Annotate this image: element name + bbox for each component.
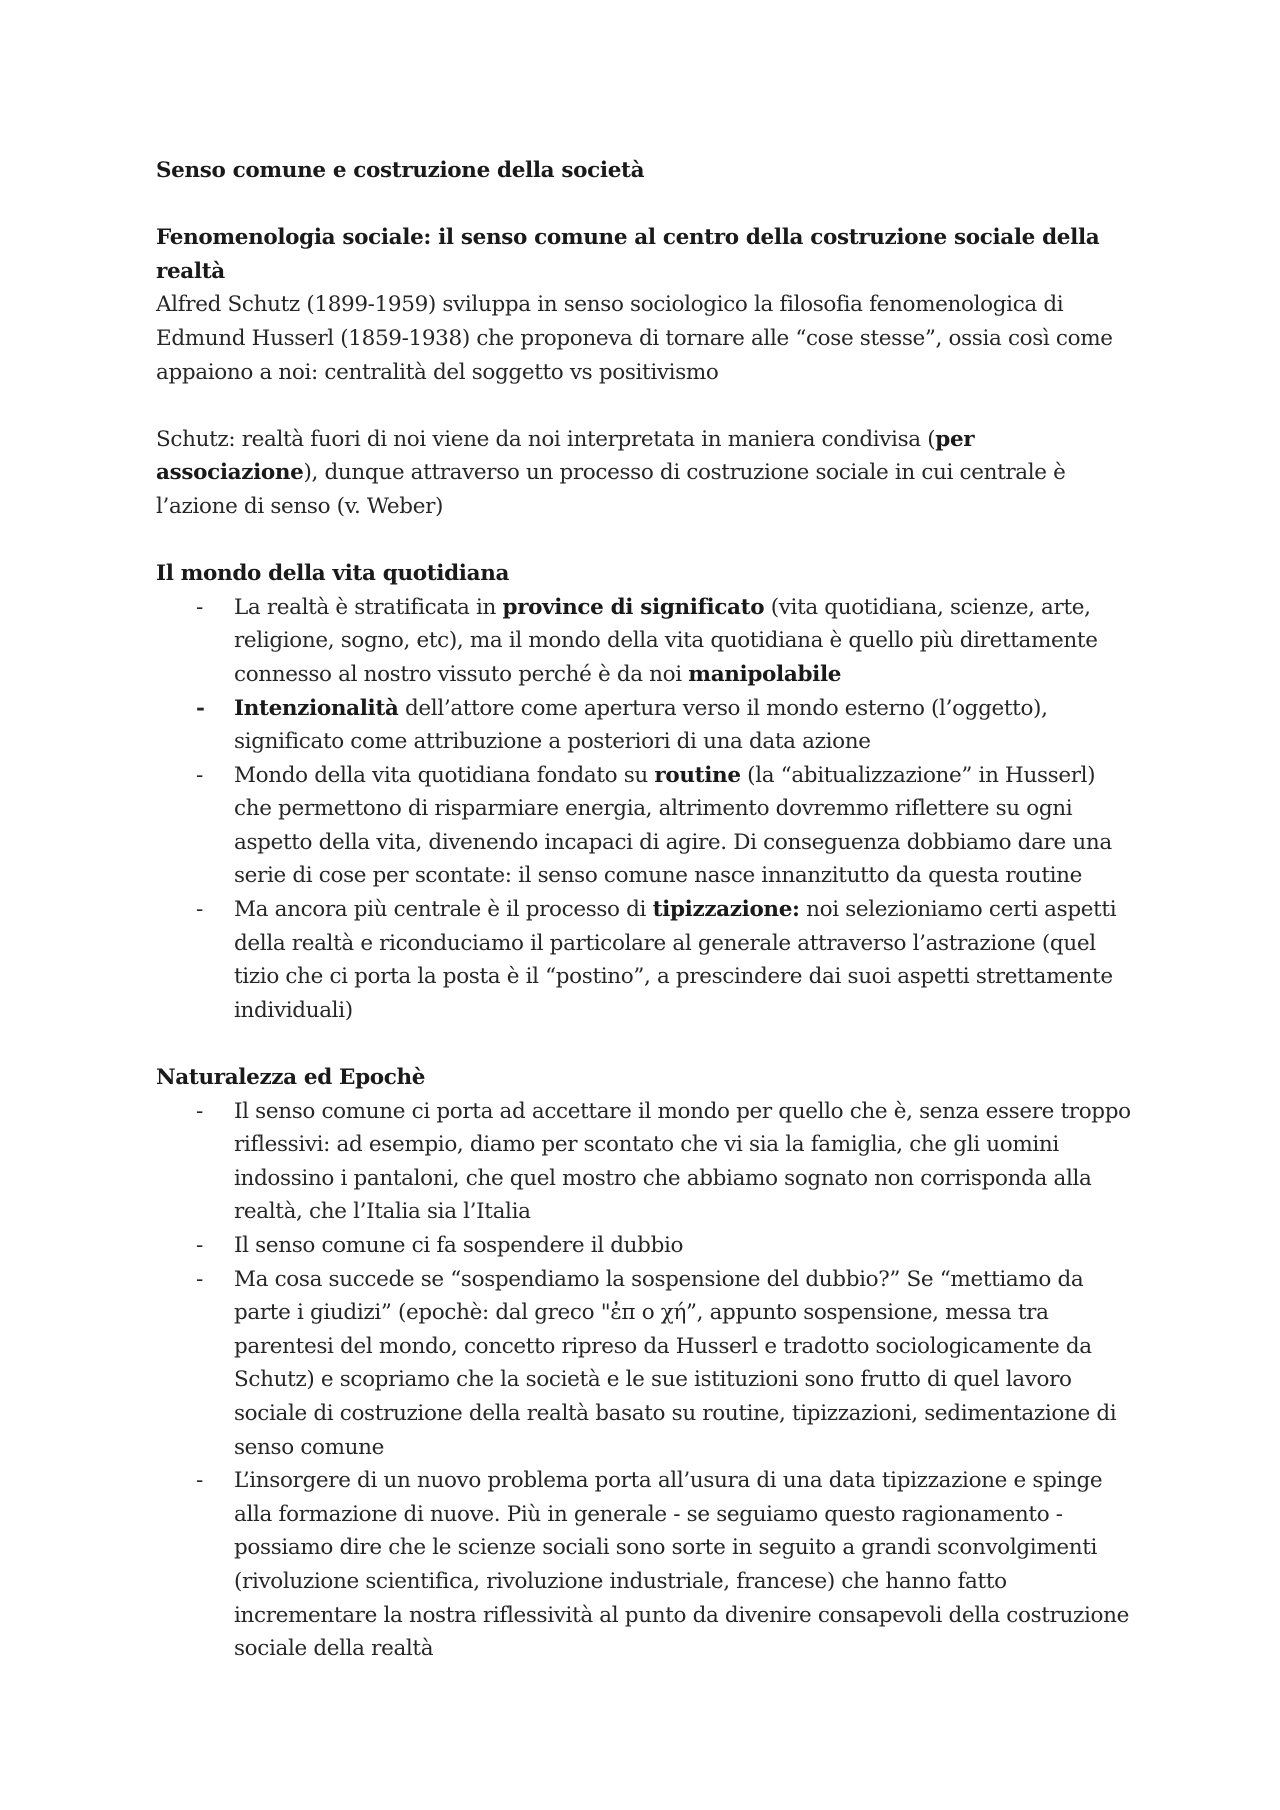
dash-bullet-icon: - bbox=[196, 594, 203, 620]
text: (la “abitualizzazione” in Husserl) che permettono di risparmiare energia, altrimento dovremmo riflettere su ogni aspetto della vita, divenendo incapaci di agire. Di conseguenza dobbiamo dare una serie di cose per scontate: il senso comune nasce innanzitutto da questa routine bbox=[234, 762, 1112, 889]
dash-bullet-icon: - bbox=[196, 762, 203, 788]
list-item bbox=[156, 1464, 1136, 1666]
bold-text: per associazione bbox=[156, 426, 975, 486]
list-item bbox=[156, 591, 1136, 692]
paragraph-schutz-husserl: Alfred Schutz (1899-1959) sviluppa in senso sociologico la filosofia fenomenologica di Edmund Husserl (1859-1938) che proponeva di tornare alle “cose stesse”, ossia così come appaiono a noi: centralità del soggetto vs positivismo bbox=[156, 292, 1113, 385]
section-heading-naturalezza-epoche: Naturalezza ed Epochè bbox=[156, 1065, 426, 1091]
paragraph-schutz-realta bbox=[156, 423, 1136, 524]
dash-bullet-icon: - bbox=[196, 1468, 203, 1494]
text: Il senso comune ci porta ad accettare il mondo per quello che è, senza essere troppo riflessivi: ad esempio, diamo per scontato che vi sia la famiglia, che gli uomini indossino i pantaloni, che quel mostro che abbiamo sognato non corrisponda alla realtà, che l’Italia sia l’Italia bbox=[234, 1098, 1131, 1225]
document-content bbox=[156, 154, 1136, 1666]
list-item bbox=[156, 1095, 1136, 1229]
list-item bbox=[156, 893, 1136, 1027]
text: Ma cosa succede se “sospendiamo la sospensione del dubbio?” Se “mettiamo da parte i giudizi” (epochè: dal greco "ἐπ ο χή”, appunto sospensione, messa tra parentesi del mondo, concetto ripreso da Husserl e tradotto sociologicamente da Schutz) e scopriamo che la società e le sue istituzioni sono frutto di quel lavoro sociale di costruzione della realtà basato su routine, tipizzazioni, sedimentazione di senso comune bbox=[234, 1266, 1117, 1460]
text: ), dunque attraverso un processo di costruzione sociale in cui centrale è l’azione di senso (v. Weber) bbox=[156, 460, 1066, 519]
text: (vita quotidiana, scienze, arte, religione, sogno, etc), ma il mondo della vita quotidiana è quello più direttamente connesso al nostro vissuto perché è da noi bbox=[234, 594, 1098, 687]
spacer bbox=[156, 389, 1136, 423]
section-heading-fenomenologia: Fenomenologia sociale: il senso comune al centro della costruzione sociale della realtà bbox=[156, 225, 1100, 284]
dash-bullet-icon: - bbox=[196, 897, 203, 923]
text: Il senso comune ci fa sospendere il dubbio bbox=[234, 1233, 684, 1258]
section-heading-mondo-vita: Il mondo della vita quotidiana bbox=[156, 561, 510, 587]
dash-bullet-icon: - bbox=[196, 1266, 203, 1292]
spacer bbox=[156, 1027, 1136, 1061]
bold-text: tipizzazione: bbox=[652, 897, 800, 923]
spacer bbox=[156, 524, 1136, 558]
spacer bbox=[156, 188, 1136, 222]
dash-bullet-icon: - bbox=[196, 1098, 203, 1124]
bold-text: Intenzionalità bbox=[234, 695, 399, 721]
text: La realtà è stratificata in bbox=[234, 594, 503, 620]
document-title: Senso comune e costruzione della società bbox=[156, 158, 645, 183]
text: Schutz: realtà fuori di noi viene da noi interpretata in maniera condivisa ( bbox=[156, 426, 936, 452]
list-item bbox=[156, 759, 1136, 893]
bold-text: manipolabile bbox=[688, 661, 842, 687]
dash-bullet-icon: - bbox=[196, 1233, 203, 1258]
bold-text: routine bbox=[654, 762, 741, 788]
list-item bbox=[156, 1229, 1136, 1263]
text: L’insorgere di un nuovo problema porta all’usura di una data tipizzazione e spinge alla formazione di nuove. Più in generale - se seguiamo questo ragionamento - possiamo dire che le scienze sociali sono sorte in seguito a grandi sconvolgimenti (rivoluzione scientifica, rivoluzione industriale, francese) che hanno fatto incrementare la nostra riflessività al punto da divenire consapevoli della costruzione sociale della realtà bbox=[234, 1468, 1129, 1662]
dash-bullet-icon: - bbox=[196, 695, 205, 721]
list-item bbox=[156, 692, 1136, 759]
text: Ma ancora più centrale è il processo di bbox=[234, 897, 653, 923]
text: dell’attore come apertura verso il mondo esterno (l’oggetto), significato come attribuzione a posteriori di una data azione bbox=[234, 695, 1048, 755]
list-naturalezza-epoche bbox=[156, 1095, 1136, 1666]
text: Mondo della vita quotidiana fondato su bbox=[234, 762, 655, 788]
bold-text: province di significato bbox=[502, 594, 765, 620]
text: noi selezioniamo certi aspetti della realtà e riconduciamo il particolare al generale attraverso l’astrazione (quel tizio che ci porta la posta è il “postino”, a prescindere dai suoi aspetti strettamente individuali) bbox=[234, 897, 1117, 1023]
list-item bbox=[156, 1263, 1136, 1465]
list-mondo-vita bbox=[156, 591, 1136, 1028]
